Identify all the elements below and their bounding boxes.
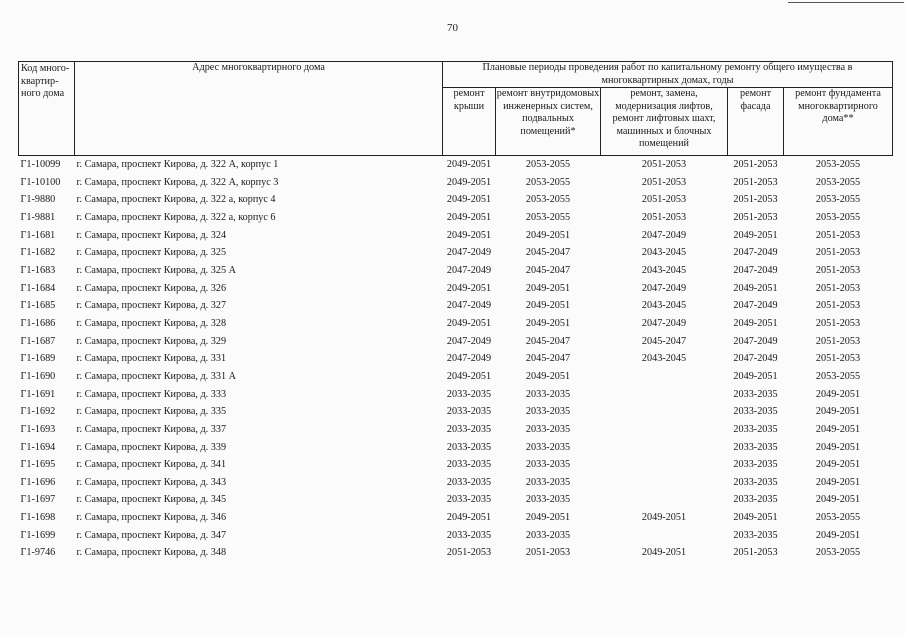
table-body xyxy=(19,156,893,563)
top-right-rule xyxy=(788,2,904,3)
cell-code: Г1-1695 xyxy=(20,459,56,471)
table-row xyxy=(19,297,893,315)
cell-address: г. Самара, проспект Кирова, д. 329 xyxy=(76,335,227,347)
table-row xyxy=(19,227,893,245)
cell-roof: 2049-2051 xyxy=(446,370,492,382)
cell-engineering: 2033-2035 xyxy=(525,441,571,453)
cell-address: г. Самара, проспект Кирова, д. 322 А, корпус 3 xyxy=(76,176,279,188)
header-elevators: ремонт, замена, модернизация лифтов, ремонт лифтовых шахт, машинных и блочных помещений xyxy=(601,88,728,156)
cell-foundation: 2051-2053 xyxy=(815,229,861,241)
cell-foundation: 2049-2051 xyxy=(815,494,861,506)
cell-foundation: 2051-2053 xyxy=(815,264,861,276)
cell-code: Г1-1687 xyxy=(20,335,56,347)
table-row xyxy=(19,527,893,545)
cell-roof: 2047-2049 xyxy=(446,247,492,259)
cell-foundation: 2053-2055 xyxy=(815,512,861,524)
cell-address: г. Самара, проспект Кирова, д. 333 xyxy=(76,388,227,400)
table-row xyxy=(19,350,893,368)
cell-facade: 2033-2035 xyxy=(733,441,778,453)
cell-code: Г1-1699 xyxy=(20,529,56,541)
cell-address: г. Самара, проспект Кирова, д. 348 xyxy=(76,547,227,559)
table-row xyxy=(19,491,893,509)
cell-elevators xyxy=(601,403,728,421)
cell-roof: 2049-2051 xyxy=(446,512,492,524)
table-row xyxy=(19,191,893,209)
cell-roof: 2033-2035 xyxy=(446,529,492,541)
table-row xyxy=(19,280,893,298)
cell-engineering: 2053-2055 xyxy=(525,194,571,206)
cell-code: Г1-1690 xyxy=(20,370,56,382)
cell-elevators: 2043-2045 xyxy=(641,264,687,276)
table-row xyxy=(19,209,893,227)
cell-elevators: 2047-2049 xyxy=(641,229,687,241)
cell-elevators: 2047-2049 xyxy=(641,317,687,329)
cell-engineering: 2049-2051 xyxy=(525,300,571,312)
cell-foundation: 2053-2055 xyxy=(815,176,861,188)
cell-foundation: 2053-2055 xyxy=(815,159,861,170)
capital-repair-table xyxy=(18,61,893,562)
cell-elevators xyxy=(601,491,728,509)
cell-code: Г1-1691 xyxy=(20,388,56,400)
cell-elevators: 2051-2053 xyxy=(641,176,687,188)
cell-foundation: 2051-2053 xyxy=(815,335,861,347)
table-row xyxy=(19,439,893,457)
table-row xyxy=(19,368,893,386)
cell-engineering: 2053-2055 xyxy=(525,176,571,188)
cell-code: Г1-1682 xyxy=(20,247,56,259)
cell-elevators: 2043-2045 xyxy=(641,247,687,259)
cell-address: г. Самара, проспект Кирова, д. 347 xyxy=(76,529,227,541)
table-row xyxy=(19,544,893,562)
cell-elevators: 2043-2045 xyxy=(641,353,687,365)
cell-roof: 2049-2051 xyxy=(446,176,492,188)
cell-engineering: 2033-2035 xyxy=(525,388,571,400)
header-facade: ремонт фасада xyxy=(728,88,784,156)
cell-facade: 2047-2049 xyxy=(733,335,778,347)
cell-elevators: 2045-2047 xyxy=(641,335,687,347)
cell-code: Г1-1689 xyxy=(20,353,56,365)
cell-elevators xyxy=(601,527,728,545)
cell-foundation: 2051-2053 xyxy=(815,317,861,329)
cell-address: г. Самара, проспект Кирова, д. 324 xyxy=(76,229,227,241)
cell-roof: 2033-2035 xyxy=(446,441,492,453)
cell-address: г. Самара, проспект Кирова, д. 345 xyxy=(76,494,227,506)
cell-engineering: 2045-2047 xyxy=(525,247,571,259)
cell-code: Г1-1686 xyxy=(20,317,56,329)
cell-foundation: 2049-2051 xyxy=(815,529,861,541)
table-row xyxy=(19,315,893,333)
cell-address: г. Самара, проспект Кирова, д. 331 xyxy=(76,353,227,365)
cell-foundation: 2053-2055 xyxy=(815,211,861,223)
cell-facade: 2051-2053 xyxy=(733,547,778,559)
cell-elevators xyxy=(601,386,728,404)
cell-engineering: 2045-2047 xyxy=(525,335,571,347)
cell-roof: 2033-2035 xyxy=(446,494,492,506)
cell-code: Г1-1693 xyxy=(20,423,56,435)
cell-code: Г1-9881 xyxy=(20,211,56,223)
cell-code: Г1-1685 xyxy=(20,300,56,312)
header-roof: ремонт крыши xyxy=(443,88,496,156)
cell-foundation: 2051-2053 xyxy=(815,300,861,312)
cell-foundation: 2053-2055 xyxy=(815,370,861,382)
cell-address: г. Самара, проспект Кирова, д. 328 xyxy=(76,317,227,329)
cell-facade: 2047-2049 xyxy=(733,300,778,312)
cell-elevators: 2049-2051 xyxy=(641,547,687,559)
header-address: Адрес многоквартирного дома xyxy=(75,62,443,156)
cell-code: Г1-1692 xyxy=(20,406,56,418)
cell-roof: 2033-2035 xyxy=(446,459,492,471)
cell-engineering: 2051-2053 xyxy=(525,547,571,559)
cell-roof: 2047-2049 xyxy=(446,300,492,312)
cell-roof: 2047-2049 xyxy=(446,335,492,347)
cell-elevators: 2049-2051 xyxy=(641,512,687,524)
cell-code: Г1-1684 xyxy=(20,282,56,294)
cell-facade: 2033-2035 xyxy=(733,529,778,541)
table-row xyxy=(19,262,893,280)
cell-roof: 2047-2049 xyxy=(446,353,492,365)
cell-address: г. Самара, проспект Кирова, д. 322 а, корпус 6 xyxy=(76,211,276,223)
cell-engineering: 2033-2035 xyxy=(525,529,571,541)
table-row xyxy=(19,174,893,192)
cell-code: Г1-1694 xyxy=(20,441,56,453)
cell-facade: 2033-2035 xyxy=(733,494,778,506)
cell-code: Г1-9746 xyxy=(20,547,56,559)
cell-facade: 2049-2051 xyxy=(733,282,778,294)
cell-facade: 2051-2053 xyxy=(733,159,778,170)
cell-code: Г1-1696 xyxy=(20,476,56,488)
table-row xyxy=(19,386,893,404)
cell-elevators xyxy=(601,456,728,474)
cell-facade: 2049-2051 xyxy=(733,229,778,241)
cell-foundation: 2053-2055 xyxy=(815,547,861,559)
table-row xyxy=(19,474,893,492)
cell-foundation: 2051-2053 xyxy=(815,247,861,259)
cell-code: Г1-10100 xyxy=(20,176,61,188)
cell-facade: 2033-2035 xyxy=(733,476,778,488)
cell-facade: 2049-2051 xyxy=(733,370,778,382)
cell-code: Г1-9880 xyxy=(20,194,56,206)
cell-roof: 2049-2051 xyxy=(446,317,492,329)
cell-foundation: 2053-2055 xyxy=(815,194,861,206)
cell-address: г. Самара, проспект Кирова, д. 337 xyxy=(76,423,227,435)
cell-facade: 2051-2053 xyxy=(733,176,778,188)
table-row xyxy=(19,156,893,174)
cell-roof: 2047-2049 xyxy=(446,264,492,276)
cell-engineering: 2053-2055 xyxy=(525,211,571,223)
cell-engineering: 2049-2051 xyxy=(525,317,571,329)
cell-roof: 2051-2053 xyxy=(446,547,492,559)
cell-facade: 2051-2053 xyxy=(733,194,778,206)
cell-engineering: 2049-2051 xyxy=(525,282,571,294)
table-row xyxy=(19,509,893,527)
cell-foundation: 2049-2051 xyxy=(815,388,861,400)
cell-address: г. Самара, проспект Кирова, д. 325 xyxy=(76,247,227,259)
cell-foundation: 2049-2051 xyxy=(815,476,861,488)
cell-address: г. Самара, проспект Кирова, д. 343 xyxy=(76,476,227,488)
cell-elevators: 2043-2045 xyxy=(641,300,687,312)
table-row xyxy=(19,403,893,421)
cell-engineering: 2033-2035 xyxy=(525,459,571,471)
cell-facade: 2033-2035 xyxy=(733,406,778,418)
cell-foundation: 2051-2053 xyxy=(815,353,861,365)
cell-address: г. Самара, проспект Кирова, д. 326 xyxy=(76,282,227,294)
cell-facade: 2047-2049 xyxy=(733,353,778,365)
cell-foundation: 2049-2051 xyxy=(815,459,861,471)
cell-engineering: 2033-2035 xyxy=(525,423,571,435)
cell-roof: 2049-2051 xyxy=(446,282,492,294)
cell-engineering: 2049-2051 xyxy=(525,229,571,241)
cell-roof: 2033-2035 xyxy=(446,476,492,488)
header-periods: Плановые периоды проведения работ по капитальному ремонту общего имущества в многоквартирных домах, годы xyxy=(443,62,893,88)
cell-foundation: 2049-2051 xyxy=(815,423,861,435)
cell-elevators xyxy=(601,421,728,439)
cell-roof: 2049-2051 xyxy=(446,194,492,206)
cell-address: г. Самара, проспект Кирова, д. 339 xyxy=(76,441,227,453)
cell-code: Г1-1697 xyxy=(20,494,56,506)
header-code: Код много-квартир-ного дома xyxy=(19,62,75,156)
cell-foundation: 2049-2051 xyxy=(815,406,861,418)
cell-elevators xyxy=(601,439,728,457)
cell-code: Г1-1683 xyxy=(20,264,56,276)
cell-address: г. Самара, проспект Кирова, д. 325 А xyxy=(76,264,236,276)
cell-elevators xyxy=(601,368,728,386)
cell-code: Г1-1681 xyxy=(20,229,56,241)
cell-facade: 2051-2053 xyxy=(733,211,778,223)
cell-elevators xyxy=(601,474,728,492)
cell-address: г. Самара, проспект Кирова, д. 327 xyxy=(76,300,227,312)
cell-engineering: 2045-2047 xyxy=(525,264,571,276)
table-row xyxy=(19,456,893,474)
cell-engineering: 2033-2035 xyxy=(525,406,571,418)
cell-engineering: 2033-2035 xyxy=(525,476,571,488)
cell-address: г. Самара, проспект Кирова, д. 331 А xyxy=(76,370,236,382)
cell-facade: 2033-2035 xyxy=(733,423,778,435)
cell-engineering: 2053-2055 xyxy=(525,159,571,170)
cell-roof: 2049-2051 xyxy=(446,229,492,241)
cell-roof: 2049-2051 xyxy=(446,211,492,223)
cell-facade: 2047-2049 xyxy=(733,247,778,259)
cell-facade: 2033-2035 xyxy=(733,388,778,400)
cell-address: г. Самара, проспект Кирова, д. 341 xyxy=(76,459,227,471)
cell-roof: 2033-2035 xyxy=(446,423,492,435)
cell-facade: 2049-2051 xyxy=(733,317,778,329)
header-engineering: ремонт внутридомовых инженерных систем, подвальных помещений* xyxy=(496,88,601,156)
cell-engineering: 2033-2035 xyxy=(525,494,571,506)
cell-code: Г1-10099 xyxy=(20,159,61,170)
cell-facade: 2033-2035 xyxy=(733,459,778,471)
cell-facade: 2047-2049 xyxy=(733,264,778,276)
table-row xyxy=(19,244,893,262)
cell-elevators: 2051-2053 xyxy=(641,211,687,223)
cell-roof: 2033-2035 xyxy=(446,406,492,418)
cell-engineering: 2045-2047 xyxy=(525,353,571,365)
cell-engineering: 2049-2051 xyxy=(525,370,571,382)
cell-code: Г1-1698 xyxy=(20,512,56,524)
cell-foundation: 2049-2051 xyxy=(815,441,861,453)
cell-elevators: 2051-2053 xyxy=(641,159,687,170)
cell-roof: 2049-2051 xyxy=(446,159,492,170)
cell-facade: 2049-2051 xyxy=(733,512,778,524)
cell-foundation: 2051-2053 xyxy=(815,282,861,294)
header-foundation: ремонт фундамента многоквартирного дома** xyxy=(784,88,893,156)
page-number: 70 xyxy=(447,22,458,34)
cell-address: г. Самара, проспект Кирова, д. 322 А, корпус 1 xyxy=(76,159,279,170)
cell-elevators: 2051-2053 xyxy=(641,194,687,206)
cell-address: г. Самара, проспект Кирова, д. 335 xyxy=(76,406,227,418)
table-row xyxy=(19,333,893,351)
cell-engineering: 2049-2051 xyxy=(525,512,571,524)
cell-elevators: 2047-2049 xyxy=(641,282,687,294)
cell-roof: 2033-2035 xyxy=(446,388,492,400)
cell-address: г. Самара, проспект Кирова, д. 346 xyxy=(76,512,227,524)
table-row xyxy=(19,421,893,439)
cell-address: г. Самара, проспект Кирова, д. 322 а, корпус 4 xyxy=(76,194,276,206)
